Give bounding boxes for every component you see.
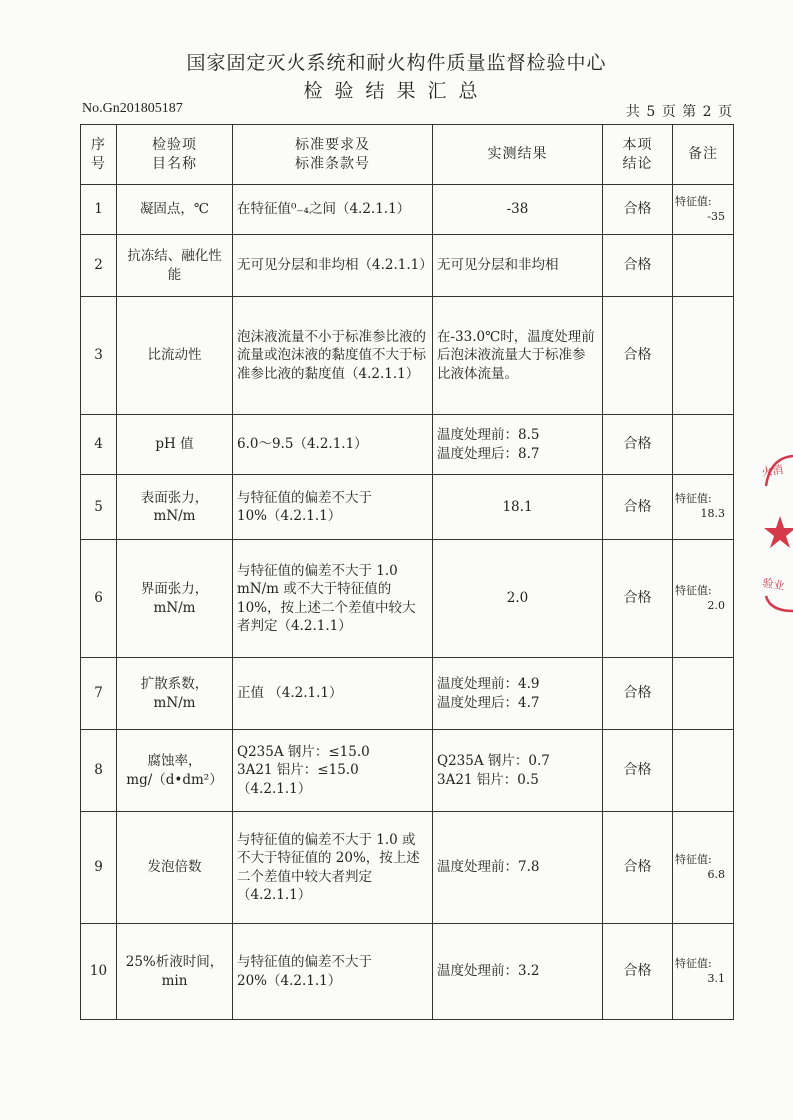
table-row bbox=[81, 658, 734, 730]
svg-text:火消: 火消 bbox=[760, 463, 785, 479]
remark-label: 特征值: bbox=[675, 852, 712, 866]
table-row bbox=[81, 235, 734, 297]
item-name: 腐蚀率， mg/（d•dm²） bbox=[117, 730, 233, 812]
document-number: No.Gn201805187 bbox=[82, 101, 183, 116]
item-name: 扩散系数， mN/m bbox=[117, 658, 233, 730]
remark-value: 2.0 bbox=[707, 598, 725, 612]
table-row bbox=[81, 475, 734, 540]
requirement: 无可见分层和非均相（4.2.1.1） bbox=[233, 235, 433, 297]
svg-text:验业: 验业 bbox=[761, 576, 786, 593]
remark bbox=[673, 730, 734, 812]
conclusion: 合格 bbox=[603, 185, 673, 235]
report-title: 国家固定灭火系统和耐火构件质量监督检验中心 bbox=[186, 52, 607, 74]
result: -38 bbox=[433, 185, 603, 235]
remark bbox=[673, 235, 734, 297]
remark-label: 特征值: bbox=[675, 492, 712, 506]
result: 无可见分层和非均相 bbox=[433, 235, 603, 297]
requirement: 与特征值的偏差不大于 1.0 或不大于特征值的 20%，按上述二个差值中较大者判定（4.2.1.1） bbox=[233, 812, 433, 924]
item-name: 界面张力， mN/m bbox=[117, 540, 233, 658]
row-number: 3 bbox=[81, 297, 117, 415]
table-row bbox=[81, 415, 734, 475]
requirement: Q235A 钢片：≤15.0 3A21 铝片：≤15.0 （4.2.1.1） bbox=[233, 730, 433, 812]
requirement: 与特征值的偏差不大于 20%（4.2.1.1） bbox=[233, 924, 433, 1020]
item-name: 凝固点，℃ bbox=[117, 185, 233, 235]
table-row bbox=[81, 812, 734, 924]
official-stamp-fragment bbox=[748, 446, 793, 616]
table-row bbox=[81, 730, 734, 812]
remark bbox=[673, 540, 734, 658]
result: Q235A 钢片：0.7 3A21 铝片：0.5 bbox=[433, 730, 603, 812]
remark bbox=[673, 658, 734, 730]
table-row bbox=[81, 297, 734, 415]
conclusion: 合格 bbox=[603, 297, 673, 415]
remark-value: 3.1 bbox=[707, 971, 725, 985]
table-row bbox=[81, 924, 734, 1020]
conclusion: 合格 bbox=[603, 812, 673, 924]
result: 温度处理前：8.5 温度处理后：8.7 bbox=[433, 415, 603, 475]
remark bbox=[673, 812, 734, 924]
row-number: 5 bbox=[81, 475, 117, 540]
remark bbox=[673, 185, 734, 235]
col-header-result: 实测结果 bbox=[433, 125, 603, 185]
conclusion: 合格 bbox=[603, 415, 673, 475]
result: 18.1 bbox=[433, 475, 603, 540]
result: 在-33.0℃时，温度处理前后泡沫液流量大于标准参比液体流量。 bbox=[433, 297, 603, 415]
conclusion: 合格 bbox=[603, 924, 673, 1020]
result: 温度处理前：3.2 bbox=[433, 924, 603, 1020]
requirement: 泡沫液流量不小于标准参比液的流量或泡沫液的黏度值不大于标准参比液的黏度值（4.2.1.1） bbox=[233, 297, 433, 415]
remark-label: 特征值: bbox=[675, 194, 712, 208]
item-name: 抗冻结、融化性能 bbox=[117, 235, 233, 297]
report-subtitle: 检验结果汇总 bbox=[303, 80, 490, 102]
col-header-remark: 备注 bbox=[673, 125, 734, 185]
item-name: 发泡倍数 bbox=[117, 812, 233, 924]
remark-value: 6.8 bbox=[707, 867, 725, 881]
requirement: 正值 （4.2.1.1） bbox=[233, 658, 433, 730]
row-number: 7 bbox=[81, 658, 117, 730]
remark bbox=[673, 475, 734, 540]
row-number: 9 bbox=[81, 812, 117, 924]
conclusion: 合格 bbox=[603, 235, 673, 297]
row-number: 10 bbox=[81, 924, 117, 1020]
remark-label: 特征值: bbox=[675, 583, 712, 597]
remark bbox=[673, 297, 734, 415]
item-name: 表面张力， mN/m bbox=[117, 475, 233, 540]
row-number: 4 bbox=[81, 415, 117, 475]
conclusion: 合格 bbox=[603, 475, 673, 540]
result: 2.0 bbox=[433, 540, 603, 658]
item-name: 25%析液时间， min bbox=[117, 924, 233, 1020]
row-number: 6 bbox=[81, 540, 117, 658]
page-info: 共 5 页 第 2 页 bbox=[625, 104, 733, 120]
col-header-no: 序 号 bbox=[81, 125, 117, 185]
item-name: 比流动性 bbox=[117, 297, 233, 415]
remark-value: 18.3 bbox=[700, 507, 725, 520]
results-table bbox=[80, 124, 734, 1020]
requirement: 6.0～9.5（4.2.1.1） bbox=[233, 415, 433, 475]
col-header-requirement: 标准要求及 标准条款号 bbox=[233, 125, 433, 185]
table-row bbox=[81, 540, 734, 658]
row-number: 1 bbox=[81, 185, 117, 235]
conclusion: 合格 bbox=[603, 730, 673, 812]
col-header-conclusion: 本项 结论 bbox=[603, 125, 673, 185]
result: 温度处理前：4.9 温度处理后：4.7 bbox=[433, 658, 603, 730]
requirement: 与特征值的偏差不大于 1.0 mN/m 或不大于特征值的 10%，按上述二个差值中较大者判定（4.2.1.1） bbox=[233, 540, 433, 658]
col-header-item: 检验项 目名称 bbox=[117, 125, 233, 185]
remark-label: 特征值: bbox=[675, 956, 712, 970]
table-header-row bbox=[81, 125, 734, 185]
remark bbox=[673, 924, 734, 1020]
row-number: 8 bbox=[81, 730, 117, 812]
item-name: pH 值 bbox=[117, 415, 233, 475]
requirement: 在特征值⁰₋₄之间（4.2.1.1） bbox=[233, 185, 433, 235]
conclusion: 合格 bbox=[603, 540, 673, 658]
requirement: 与特征值的偏差不大于 10%（4.2.1.1） bbox=[233, 475, 433, 540]
remark-value: -35 bbox=[707, 209, 725, 223]
table-row bbox=[81, 185, 734, 235]
remark bbox=[673, 415, 734, 475]
conclusion: 合格 bbox=[603, 658, 673, 730]
row-number: 2 bbox=[81, 235, 117, 297]
result: 温度处理前：7.8 bbox=[433, 812, 603, 924]
